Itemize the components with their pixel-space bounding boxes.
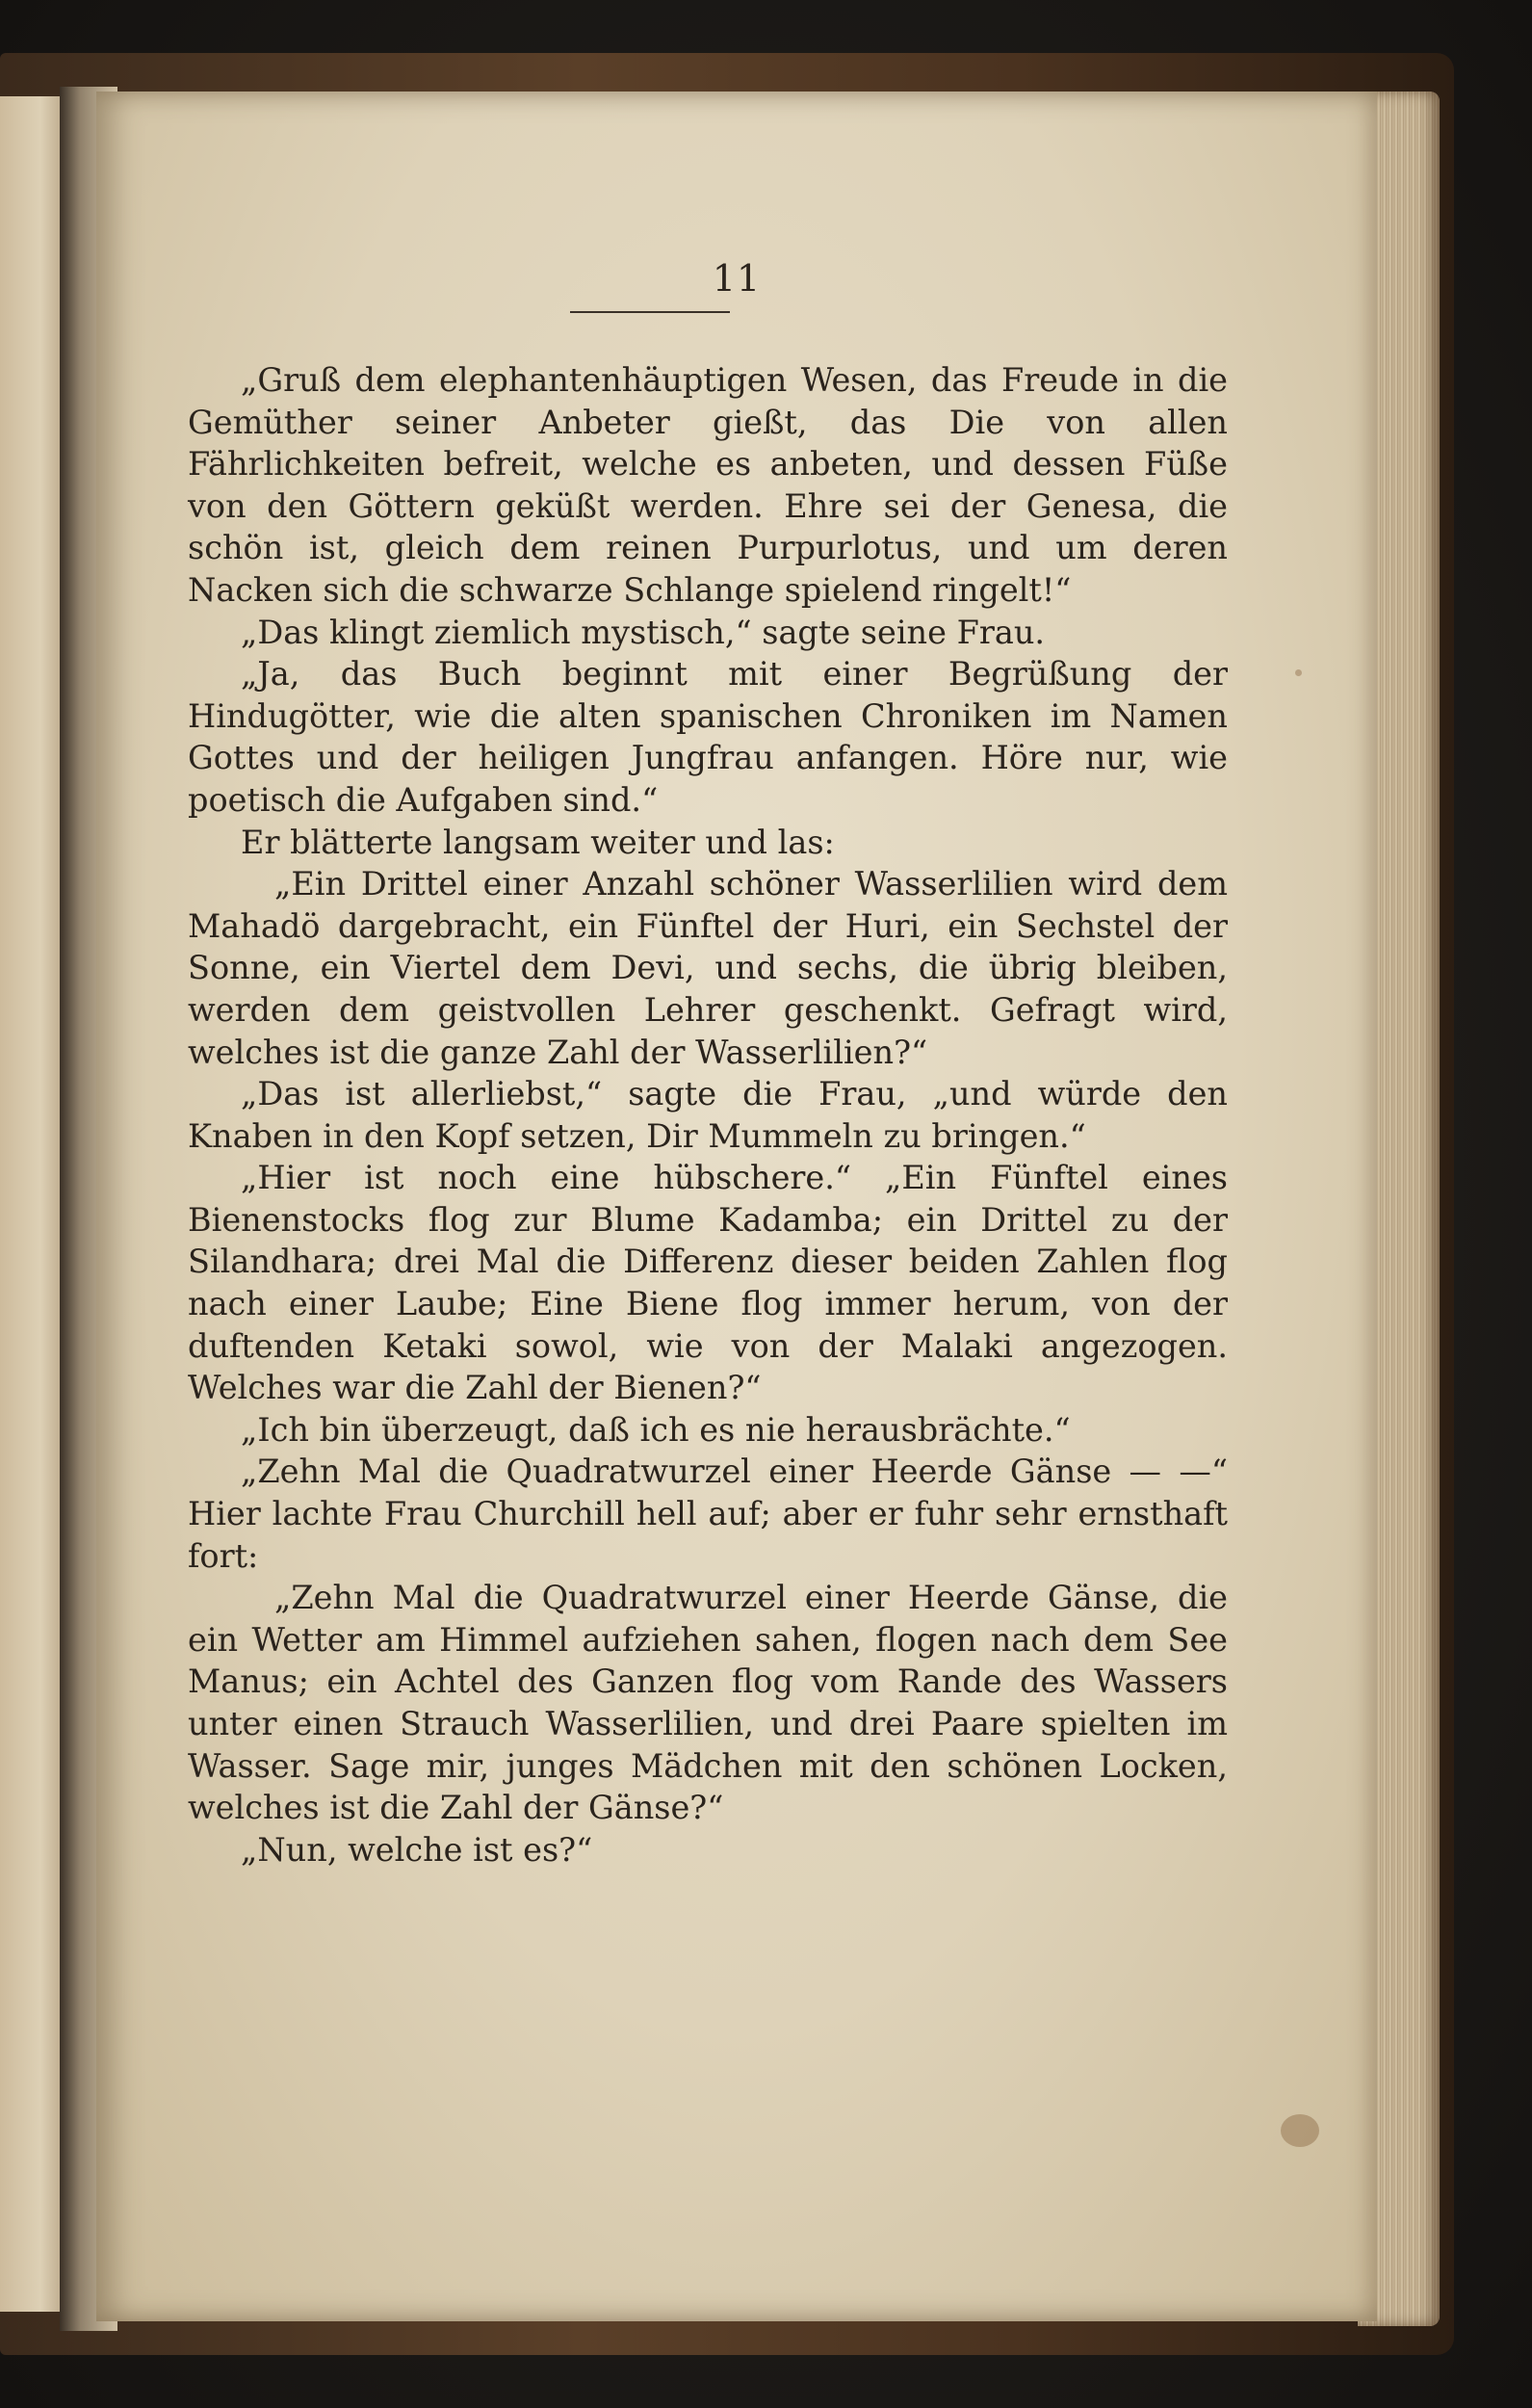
paper-stain <box>1281 2114 1319 2147</box>
paragraph-5: „Ein Drittel einer Anzahl schöner Wasserlilien wird dem Mahadö dargebracht, ein Fünftel der Huri, ein Sechstel der Sonne, ein Viertel dem Devi, und sechs, die übrig bleiben, werden dem geistvollen Lehrer geschenkt. Gefragt wird, welches ist die ganze Zahl der Wasserlilien?“ <box>188 865 1228 1071</box>
page-number-rule <box>570 311 730 313</box>
paragraph-3: „Ja, das Buch beginnt mit einer Begrüßung der Hindugötter, wie die alten spanischen Chroniken im Namen Gottes und der heiligen Jungfrau anfangen. Höre nur, wie poetisch die Aufgaben sind.“ <box>188 655 1228 819</box>
page-text <box>188 359 1228 1871</box>
paragraph-7: „Hier ist noch eine hübschere.“ „Ein Fünftel eines Bienenstocks flog zur Blume Kadamba; ein Drittel zu der Silandhara; drei Mal die Differenz dieser beiden Zahlen flog nach einer Laube; Eine Biene flog immer herum, von der duftenden Ketaki sowol, wie von der Malaki angezogen. Welches war die Zahl der Bienen?“ <box>188 1159 1228 1407</box>
paragraph-6: „Das ist allerliebst,“ sagte die Frau, „und würde den Knaben in den Kopf setzen, Dir Mummeln zu bringen.“ <box>188 1075 1228 1155</box>
paragraph-9: „Zehn Mal die Quadratwurzel einer Heerde Gänse — —“ Hier lachte Frau Churchill hell auf; aber er fuhr sehr ernsthaft fort: <box>188 1453 1228 1575</box>
paragraph-10: „Zehn Mal die Quadratwurzel einer Heerde Gänse, die ein Wetter am Himmel aufziehen sahen, flogen nach dem See Manus; ein Achtel des Ganzen flog vom Rande des Wassers unter einen Strauch Wasserlilien, und drei Paare spielten im Wasser. Sage mir, junges Mädchen mit den schönen Locken, welches ist die Zahl der Gänse?“ <box>188 1579 1228 1827</box>
paragraph-8: „Ich bin überzeugt, daß ich es nie herausbrächte.“ <box>241 1410 1071 1449</box>
paragraph-4: Er blätterte langsam weiter und las: <box>241 823 835 861</box>
paper-stain <box>1295 669 1302 676</box>
paragraph-2: „Das klingt ziemlich mystisch,“ sagte seine Frau. <box>241 613 1046 651</box>
book-page <box>96 92 1377 2321</box>
paragraph-11: „Nun, welche ist es?“ <box>241 1830 593 1869</box>
left-page-edge <box>0 96 67 2312</box>
paragraph-1: „Gruß dem elephantenhäuptigen Wesen, das Freude in die Gemüther seiner Anbeter gießt, das Die von allen Fährlichkeiten befreit, welche es anbeten, und dessen Füße von den Göttern geküßt werden. Ehre sei der Genesa, die schön ist, gleich dem reinen Purpurlotus, und um deren Nacken sich die schwarze Schlange spielend ringelt!“ <box>188 361 1228 609</box>
page-number: 11 <box>712 257 762 300</box>
paper-stain <box>1117 679 1123 685</box>
